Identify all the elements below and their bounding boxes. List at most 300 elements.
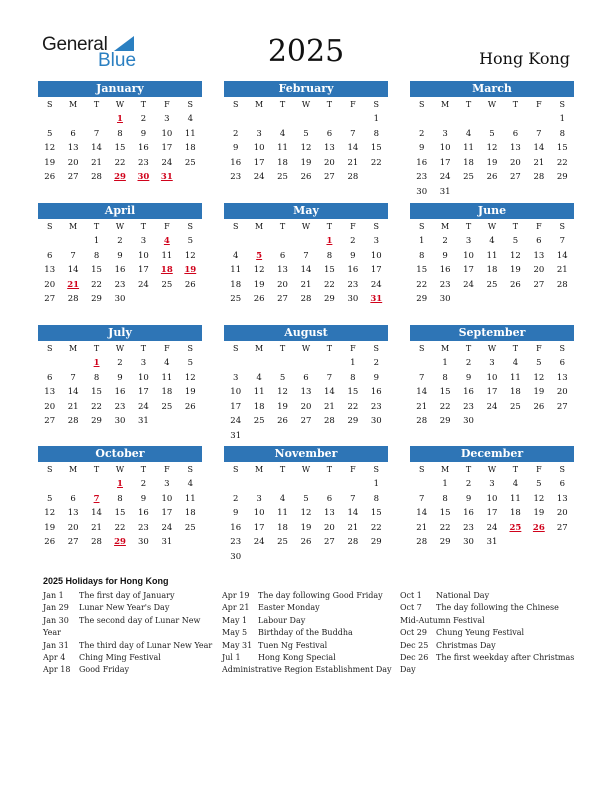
day-cell: 8 <box>442 372 448 383</box>
day-cell: 28 <box>347 172 359 182</box>
day-cell: 18 <box>277 157 288 168</box>
day-cell: 21 <box>300 279 312 290</box>
day-cell: 10 <box>253 508 265 518</box>
holiday-date: Jan 30 <box>43 615 69 625</box>
holidays-title: 2025 Holidays for Hong Kong <box>43 576 169 586</box>
day-cell: 17 <box>161 508 173 518</box>
day-cell: 29 <box>439 537 451 547</box>
day-cell: 1 <box>419 236 425 246</box>
empty-cell <box>61 112 84 127</box>
day-cell: 24 <box>439 172 451 182</box>
day-cell: 8 <box>442 493 448 504</box>
day-cell: 17 <box>161 143 173 153</box>
day-cell: 18 <box>463 157 474 168</box>
holiday-name: National Day <box>436 591 490 600</box>
day-cell: 19 <box>486 157 498 168</box>
empty-cell <box>294 356 317 371</box>
day-cell: 26 <box>486 172 498 182</box>
day-cell: 12 <box>253 265 265 275</box>
day-cell: 10 <box>230 387 242 397</box>
day-cell: 8 <box>419 250 425 261</box>
holiday-entry <box>400 640 576 652</box>
day-cell: 9 <box>140 493 147 504</box>
day-cell: 15 <box>114 508 126 518</box>
holiday-entry <box>400 652 576 677</box>
holiday-date: Apr 4 <box>43 653 66 663</box>
day-cell: 5 <box>279 372 286 383</box>
holiday-name: The day following the Chinese Mid-Autumn Festival <box>400 603 559 625</box>
day-cell: 8 <box>117 128 123 139</box>
day-cell: 5 <box>536 358 542 368</box>
empty-cell <box>85 112 108 127</box>
day-cell: 7 <box>419 493 425 504</box>
day-cell: 31 <box>439 186 451 197</box>
day-cell: 10 <box>161 493 173 504</box>
day-cell: 18 <box>253 401 265 412</box>
weekday-label: T <box>140 222 147 231</box>
day-cell: 7 <box>419 372 425 383</box>
day-cell: 13 <box>44 387 56 397</box>
holiday-name: Good Friday <box>79 665 130 675</box>
weekday-label: T <box>93 465 100 474</box>
day-cell: 5 <box>303 493 309 504</box>
weekday-label: T <box>326 344 333 353</box>
holiday-date: May 5 <box>222 628 248 638</box>
day-cell: 21 <box>347 157 359 168</box>
empty-cell <box>247 234 270 249</box>
day-cell: 16 <box>230 522 242 533</box>
day-cell: 3 <box>233 372 239 383</box>
day-cell: 5 <box>512 236 519 246</box>
weekday-label: M <box>69 222 78 231</box>
day-cell: 22 <box>556 157 568 168</box>
holiday-date: Dec 25 <box>400 640 429 650</box>
day-cell: 9 <box>350 250 356 261</box>
month-header: April <box>38 203 202 219</box>
weekday-label: S <box>373 465 380 474</box>
day-cell: 14 <box>67 387 79 397</box>
weekday-label: S <box>187 465 194 474</box>
day-cell: 20 <box>324 522 335 533</box>
day-cell: 13 <box>510 143 521 153</box>
holiday-date: Oct 7 <box>400 603 422 613</box>
day-grid <box>410 97 574 199</box>
weekday-label: T <box>279 344 286 353</box>
day-cell: 26 <box>300 172 312 182</box>
weekday-label: T <box>279 222 286 231</box>
weekday-label: F <box>536 222 542 231</box>
month-header: December <box>410 446 574 462</box>
month-header: February <box>224 81 388 97</box>
day-cell: 20 <box>300 401 312 412</box>
day-cell: 3 <box>256 128 262 139</box>
day-cell: 14 <box>347 143 359 153</box>
day-cell: 19 <box>184 387 196 397</box>
day-cell: 9 <box>140 128 147 139</box>
day-cell: 12 <box>300 143 312 153</box>
weekday-label: W <box>301 222 311 231</box>
day-cell: 14 <box>416 508 428 518</box>
day-cell: 2 <box>373 358 379 368</box>
holiday-name: The first day of January <box>79 591 175 600</box>
holiday-column <box>400 590 576 677</box>
day-cell: 1 <box>373 479 379 489</box>
holiday-entry <box>222 652 394 677</box>
empty-cell <box>271 356 294 371</box>
weekday-label: S <box>559 222 566 231</box>
day-cell: 26 <box>510 279 521 290</box>
day-cell: 6 <box>47 250 53 261</box>
day-cell: 10 <box>161 128 173 139</box>
holiday-name: Labour Day <box>258 615 306 625</box>
day-cell: 29 <box>416 294 428 304</box>
day-cell: 15 <box>439 508 451 518</box>
holiday-day-cell: 1 <box>117 114 123 124</box>
day-cell: 11 <box>230 265 242 275</box>
day-cell: 26 <box>44 172 56 182</box>
month-october <box>38 446 202 550</box>
day-cell: 12 <box>184 372 196 383</box>
holiday-entry <box>222 602 394 614</box>
day-cell: 11 <box>486 250 498 261</box>
day-cell: 26 <box>300 537 312 547</box>
weekday-label: T <box>512 222 519 231</box>
day-cell: 11 <box>463 143 474 153</box>
day-cell: 31 <box>161 537 173 547</box>
weekday-label: S <box>418 100 425 109</box>
day-cell: 10 <box>370 250 382 261</box>
weekday-label: T <box>140 465 147 474</box>
empty-cell <box>224 477 247 492</box>
day-cell: 21 <box>416 401 428 412</box>
day-cell: 11 <box>277 508 288 518</box>
day-cell: 4 <box>164 358 170 368</box>
empty-cell <box>480 112 503 127</box>
holiday-day-cell: 26 <box>532 522 545 533</box>
weekday-label: F <box>536 465 542 474</box>
month-june <box>410 203 574 307</box>
holiday-name: The second day of Lunar New Year <box>43 615 201 638</box>
holiday-name: Christmas Day <box>436 640 496 650</box>
day-cell: 17 <box>253 522 265 533</box>
month-january <box>38 81 202 185</box>
day-cell: 30 <box>463 416 474 426</box>
day-cell: 10 <box>486 372 498 383</box>
day-cell: 19 <box>253 279 265 290</box>
day-cell: 2 <box>117 358 123 368</box>
day-cell: 2 <box>117 236 123 246</box>
day-cell: 23 <box>114 279 126 290</box>
day-cell: 2 <box>465 479 472 489</box>
day-cell: 2 <box>442 236 448 246</box>
day-cell: 10 <box>463 250 474 261</box>
day-cell: 25 <box>277 537 288 547</box>
month-header: July <box>38 325 202 341</box>
weekday-label: W <box>301 100 311 109</box>
day-cell: 27 <box>67 537 79 547</box>
holiday-day-cell: 5 <box>256 250 263 261</box>
day-cell: 6 <box>559 479 565 489</box>
day-cell: 10 <box>138 372 149 383</box>
day-cell: 14 <box>91 143 102 153</box>
day-cell: 8 <box>117 493 123 504</box>
day-cell: 16 <box>370 387 382 397</box>
holiday-day-cell: 25 <box>509 522 522 533</box>
day-cell: 21 <box>324 401 335 412</box>
weekday-label: M <box>255 100 264 109</box>
weekday-label: M <box>441 222 450 231</box>
day-cell: 27 <box>67 172 79 182</box>
weekday-label: S <box>373 344 380 353</box>
day-cell: 17 <box>486 508 498 518</box>
day-cell: 21 <box>416 522 428 533</box>
day-cell: 12 <box>277 387 288 397</box>
day-cell: 20 <box>44 401 56 412</box>
day-cell: 3 <box>442 128 448 139</box>
day-cell: 22 <box>416 279 428 290</box>
weekday-label: T <box>326 100 333 109</box>
day-cell: 27 <box>324 537 335 547</box>
holiday-day-cell: 29 <box>114 172 126 182</box>
weekday-label: S <box>232 222 239 231</box>
day-cell: 25 <box>184 157 196 168</box>
weekday-label: S <box>373 222 380 231</box>
day-cell: 28 <box>91 537 102 547</box>
day-cell: 23 <box>138 157 149 168</box>
holiday-date: Jan 1 <box>43 591 64 600</box>
empty-cell <box>341 112 364 127</box>
weekday-label: T <box>512 465 519 474</box>
day-cell: 2 <box>140 479 147 489</box>
day-cell: 9 <box>442 250 448 261</box>
day-cell: 28 <box>324 416 335 426</box>
day-cell: 6 <box>559 358 565 368</box>
day-cell: 24 <box>253 172 265 182</box>
day-cell: 27 <box>44 416 56 426</box>
holiday-entry <box>400 602 576 627</box>
day-cell: 4 <box>512 358 519 368</box>
day-cell: 6 <box>326 493 333 504</box>
month-header: September <box>410 325 574 341</box>
day-cell: 6 <box>536 236 542 246</box>
day-grid <box>224 97 388 185</box>
day-cell: 15 <box>91 387 102 397</box>
weekday-label: T <box>93 344 100 353</box>
day-cell: 20 <box>556 387 568 397</box>
weekday-label: F <box>536 100 542 109</box>
day-cell: 5 <box>187 358 193 368</box>
day-cell: 7 <box>350 493 356 504</box>
weekday-label: S <box>418 465 425 474</box>
day-cell: 18 <box>510 508 521 518</box>
day-cell: 23 <box>463 522 474 533</box>
day-cell: 1 <box>559 114 565 124</box>
day-cell: 5 <box>47 128 53 139</box>
empty-cell <box>61 477 84 492</box>
weekday-label: S <box>559 100 566 109</box>
holiday-date: Apr 19 <box>222 591 250 600</box>
weekday-label: M <box>441 100 450 109</box>
weekday-label: S <box>559 344 566 353</box>
day-cell: 20 <box>324 157 335 168</box>
holiday-name: The first weekday after Christmas Day <box>400 653 575 675</box>
day-cell: 27 <box>324 172 335 182</box>
holiday-column <box>43 590 213 677</box>
holiday-entry <box>222 590 394 602</box>
empty-cell <box>247 477 270 492</box>
day-cell: 1 <box>373 114 379 124</box>
day-cell: 10 <box>486 493 498 504</box>
day-cell: 22 <box>114 522 126 533</box>
holiday-entry <box>43 602 213 614</box>
day-grid <box>410 341 574 429</box>
day-cell: 27 <box>556 401 568 412</box>
day-cell: 31 <box>230 430 242 441</box>
empty-cell <box>504 112 527 127</box>
day-cell: 23 <box>138 522 149 533</box>
day-cell: 14 <box>324 387 335 397</box>
day-cell: 11 <box>184 493 196 504</box>
day-cell: 16 <box>230 157 242 168</box>
day-cell: 9 <box>465 493 472 504</box>
empty-cell <box>224 234 247 249</box>
weekday-label: S <box>46 344 53 353</box>
day-cell: 28 <box>416 416 428 426</box>
weekday-label: S <box>232 344 239 353</box>
weekday-label: S <box>418 344 425 353</box>
weekday-label: M <box>69 465 78 474</box>
day-cell: 20 <box>510 157 521 168</box>
holiday-entry <box>400 590 576 602</box>
weekday-label: M <box>255 465 264 474</box>
day-cell: 21 <box>91 157 102 168</box>
day-cell: 13 <box>324 143 335 153</box>
weekday-label: M <box>255 222 264 231</box>
day-cell: 21 <box>91 522 102 533</box>
day-cell: 13 <box>300 387 312 397</box>
day-cell: 8 <box>93 250 100 261</box>
holiday-name: Hong Kong Special Administrative Region Establishment Day <box>222 653 392 675</box>
holiday-entry <box>222 640 394 652</box>
day-cell: 18 <box>230 279 242 290</box>
day-cell: 26 <box>184 279 196 290</box>
day-cell: 4 <box>279 493 286 504</box>
day-cell: 6 <box>303 372 309 383</box>
day-cell: 17 <box>253 157 265 168</box>
day-cell: 5 <box>303 128 309 139</box>
day-cell: 30 <box>463 537 474 547</box>
weekday-label: T <box>140 100 147 109</box>
logo-text-general: General <box>42 34 108 55</box>
holiday-entry <box>43 640 213 652</box>
holiday-date: Dec 26 <box>400 653 429 663</box>
empty-cell <box>294 477 317 492</box>
holiday-date: May 31 <box>222 640 253 650</box>
day-cell: 28 <box>347 537 359 547</box>
day-cell: 4 <box>512 479 519 489</box>
empty-cell <box>318 112 341 127</box>
day-cell: 28 <box>67 294 79 304</box>
weekday-label: W <box>487 222 497 231</box>
empty-cell <box>318 477 341 492</box>
day-cell: 12 <box>486 143 498 153</box>
holiday-entry <box>43 590 213 602</box>
day-cell: 11 <box>510 493 521 504</box>
day-cell: 6 <box>279 250 286 261</box>
empty-cell <box>527 112 550 127</box>
day-cell: 13 <box>324 508 335 518</box>
holiday-entry <box>43 664 213 676</box>
day-cell: 14 <box>347 508 359 518</box>
day-cell: 28 <box>300 294 312 304</box>
day-cell: 25 <box>184 522 196 533</box>
day-cell: 3 <box>140 236 147 246</box>
month-may <box>224 203 388 307</box>
weekday-label: W <box>487 344 497 353</box>
day-cell: 30 <box>416 186 428 197</box>
day-cell: 29 <box>91 294 102 304</box>
empty-cell <box>410 112 433 127</box>
weekday-label: W <box>115 344 125 353</box>
empty-cell <box>85 477 108 492</box>
day-cell: 25 <box>161 401 173 412</box>
empty-cell <box>61 356 84 371</box>
day-cell: 21 <box>347 522 359 533</box>
holiday-name: Ching Ming Festival <box>79 653 161 663</box>
day-cell: 22 <box>324 279 335 290</box>
day-grid <box>38 341 202 429</box>
day-cell: 19 <box>44 157 56 168</box>
day-cell: 29 <box>347 416 359 426</box>
day-cell: 24 <box>486 522 498 533</box>
day-cell: 27 <box>300 416 312 426</box>
day-cell: 15 <box>347 387 359 397</box>
day-cell: 22 <box>370 522 382 533</box>
day-cell: 23 <box>114 401 126 412</box>
day-cell: 9 <box>233 143 239 153</box>
empty-cell <box>410 477 433 492</box>
empty-cell <box>271 234 294 249</box>
day-cell: 24 <box>230 416 242 426</box>
day-cell: 13 <box>44 265 56 275</box>
day-cell: 14 <box>416 387 428 397</box>
day-cell: 15 <box>370 508 382 518</box>
day-cell: 24 <box>253 537 265 547</box>
weekday-label: F <box>164 222 170 231</box>
holiday-day-cell: 21 <box>67 279 80 290</box>
weekday-label: T <box>279 100 286 109</box>
day-grid <box>224 219 388 307</box>
day-cell: 23 <box>230 537 242 547</box>
day-cell: 5 <box>536 479 542 489</box>
country-name: Hong Kong <box>479 49 570 68</box>
month-december <box>410 446 574 550</box>
day-cell: 3 <box>164 479 170 489</box>
empty-cell <box>433 112 456 127</box>
day-cell: 30 <box>347 294 359 304</box>
day-cell: 8 <box>373 128 379 139</box>
day-cell: 19 <box>533 508 545 518</box>
weekday-label: F <box>350 465 356 474</box>
day-cell: 17 <box>138 265 149 275</box>
weekday-label: S <box>373 100 380 109</box>
day-cell: 14 <box>556 250 568 261</box>
day-cell: 4 <box>187 114 193 124</box>
month-header: May <box>224 203 388 219</box>
day-cell: 11 <box>510 372 521 383</box>
holiday-date: Jan 31 <box>43 640 69 650</box>
holiday-day-cell: 4 <box>163 236 170 246</box>
